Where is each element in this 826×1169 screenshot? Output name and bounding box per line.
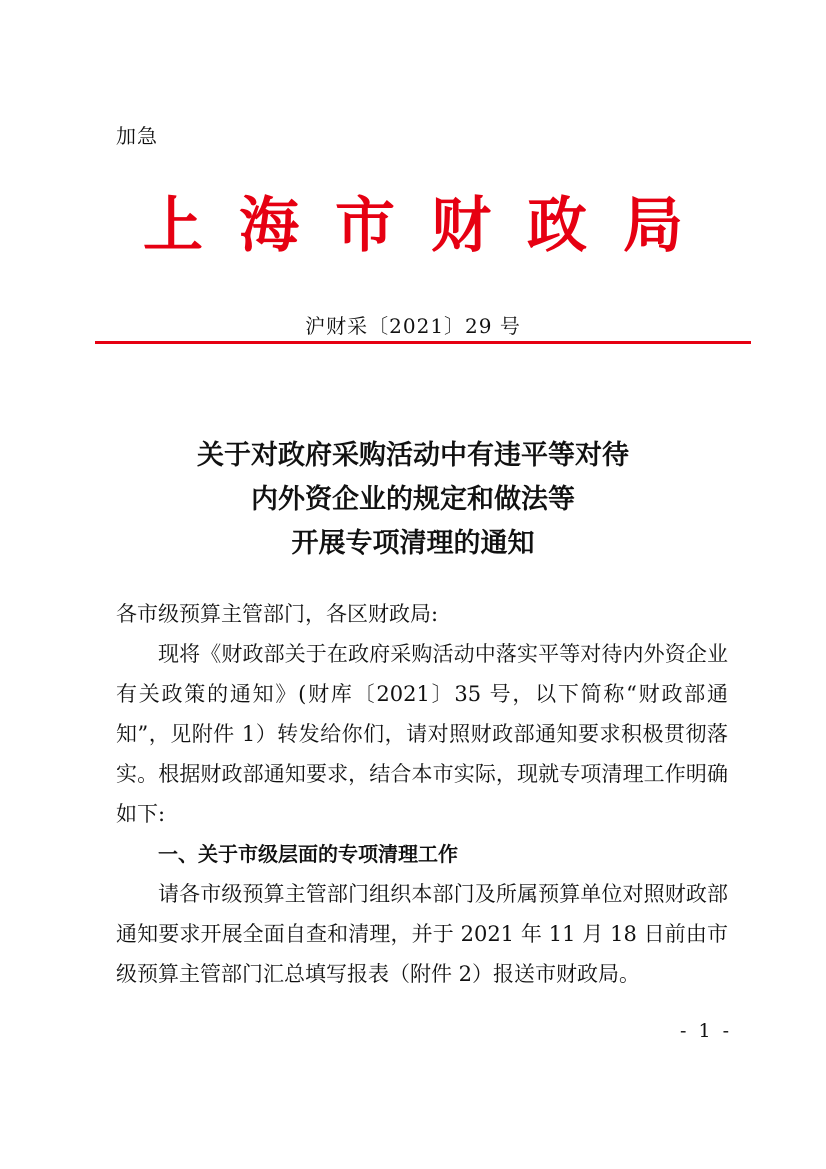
urgency-label: 加急 bbox=[116, 124, 158, 148]
salutation: 各市级预算主管部门，各区财政局: bbox=[116, 602, 439, 626]
document-title bbox=[0, 434, 826, 566]
paragraph-2: 请各市级预算主管部门组织本部门及所属预算单位对照财政部通知要求开展全面自查和清理，并于 2021 年 11 月 18 日前由市级预算主管部门汇总填写报表（附件 2）报送市财政局。 bbox=[116, 882, 728, 986]
title-line-3: 开展专项清理的通知 bbox=[291, 528, 535, 559]
issuer-header: 上海市财政局 bbox=[143, 191, 719, 261]
page-number: - 1 - bbox=[680, 1020, 733, 1042]
title-line-2: 内外资企业的规定和做法等 bbox=[251, 484, 575, 515]
paragraph-1: 现将《财政部关于在政府采购活动中落实平等对待内外资企业有关政策的通知》(财库〔2021〕35 号，以下简称“财政部通知”，见附件 1）转发给你们，请对照财政部通知要求积极贯彻落实。根据财政部通知要求，结合本市实际，现就专项清理工作明确如下: bbox=[116, 642, 728, 826]
section-1-heading: 一、关于市级层面的专项清理工作 bbox=[158, 842, 458, 866]
document-number: 沪财采〔2021〕29 号 bbox=[305, 314, 521, 338]
red-divider-line bbox=[95, 341, 751, 344]
title-line-1: 关于对政府采购活动中有违平等对待 bbox=[197, 440, 629, 471]
document-body bbox=[116, 594, 728, 994]
